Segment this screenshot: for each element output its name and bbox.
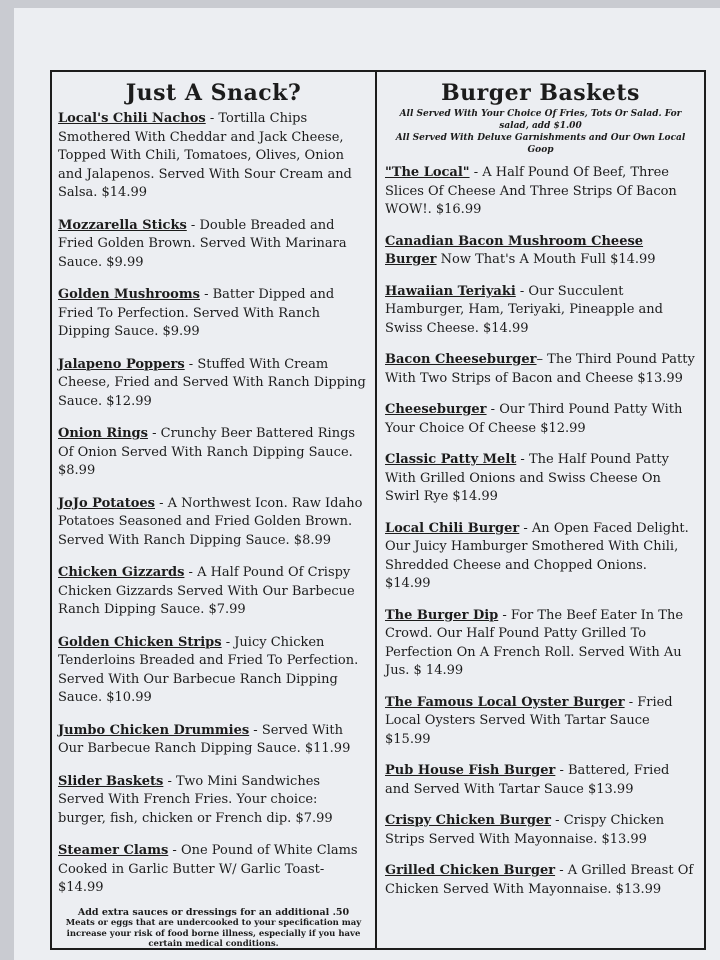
menu-item (58, 425, 369, 481)
menu-item (58, 356, 369, 412)
item-name: The Famous Local Oyster Burger (385, 694, 625, 710)
menu-item (385, 351, 696, 388)
item-desc: - Our Succulent Hamburger, Ham, Teriyaki, Pineapple and Swiss Cheese. $14.99 (385, 283, 663, 336)
menu-item (385, 451, 696, 507)
item-desc: - Juicy Chicken Tenderloins Breaded and Fried To Perfection. Served With Our Barbecue Ranch Dipping Sauce. $10.99 (58, 634, 359, 705)
menu-item (385, 283, 696, 339)
sides-note: All Served With Your Choice Of Fries, Tots Or Salad. For salad, add $1.00 (399, 109, 682, 131)
item-name: Slider Baskets (58, 773, 164, 789)
menu-item (385, 694, 696, 750)
burger-notes (385, 108, 696, 156)
item-name: JoJo Potatoes (58, 495, 155, 511)
item-name: The Burger Dip (385, 607, 499, 623)
item-desc: - Fried Local Oysters Served With Tartar Sauce $15.99 (385, 694, 673, 747)
item-name: Cheeseburger (385, 402, 487, 417)
menu-panel (50, 70, 706, 950)
item-name: Jumbo Chicken Drummies (58, 722, 250, 738)
item-desc: - Crispy Chicken Strips Served With Mayonnaise. $13.99 (385, 813, 665, 847)
item-name: Jalapeno Poppers (58, 356, 185, 372)
item-desc: - A Grilled Breast Of Chicken Served With Mayonnaise. $13.99 (385, 863, 694, 897)
menu-item (385, 762, 696, 799)
item-desc: - Served With Our Barbecue Ranch Dipping Sauce. $11.99 (58, 722, 351, 756)
menu-item (58, 110, 369, 203)
snack-footer (58, 908, 369, 949)
item-desc: - Tortilla Chips Smothered With Cheddar and Jack Cheese, Topped With Chili, Tomatoes, Olives, Onion and Jalapenos. Served With Sour Cream and Salsa. $14.99 (58, 111, 352, 200)
item-name: Steamer Clams (58, 843, 169, 858)
item-name: Pub House Fish Burger (385, 763, 556, 778)
menu-item (58, 773, 369, 829)
item-desc: - Battered, Fried and Served With Tartar Sauce $13.99 (385, 763, 670, 797)
item-name: Golden Chicken Strips (58, 634, 222, 650)
item-name: Local's Chili Nachos (58, 111, 206, 126)
menu-item (58, 495, 369, 551)
item-desc: - A Northwest Icon. Raw Idaho Potatoes Seasoned and Fried Golden Brown. Served With Ranch Dipping Sauce. $8.99 (58, 495, 363, 548)
food-safety-warning: Meats or eggs that are undercooked to your specification may increase your risk of food borne illness, especially if you have certain medical conditions. (65, 918, 362, 948)
item-desc: - For The Beef Eater In The Crowd. Our Half Pound Patty Grilled To Perfection On A French Roll. Served With Au Jus. $ 14.99 (385, 607, 684, 678)
item-desc: - Batter Dipped and Fried To Perfection. Served With Ranch Dipping Sauce. $9.99 (58, 287, 335, 339)
menu-item (58, 722, 369, 759)
item-name: Hawaiian Teriyaki (385, 283, 516, 299)
item-name: Mozzarella Sticks (58, 217, 187, 233)
item-desc: - Double Breaded and Fried Golden Brown. Served With Marinara Sauce. $9.99 (58, 217, 347, 270)
menu-item (58, 634, 369, 708)
extra-sauce-note: Add extra sauces or dressings for an additional .50 (77, 906, 350, 918)
menu-page (14, 8, 720, 960)
item-desc: - Crunchy Beer Battered Rings Of Onion Served With Ranch Dipping Sauce. $8.99 (58, 426, 356, 478)
item-name: Classic Patty Melt (385, 452, 517, 467)
menu-item (58, 842, 369, 898)
menu-item (58, 217, 369, 273)
item-name: "The Local" (385, 165, 470, 180)
item-desc: - A Half Pound Of Crispy Chicken Gizzards Served With Our Barbecue Ranch Dipping Sauce. $7.99 (58, 565, 355, 617)
menu-item (385, 520, 696, 594)
item-name: Chicken Gizzards (58, 565, 185, 580)
item-name: Local Chili Burger (385, 520, 520, 536)
item-desc: - One Pound of White Clams Cooked in Garlic Butter W/ Garlic Toast- $14.99 (58, 843, 358, 895)
item-name: Onion Rings (58, 426, 148, 441)
item-desc: – The Third Pound Patty With Two Strips of Bacon and Cheese $13.99 (385, 352, 695, 386)
burger-column (377, 72, 704, 948)
burger-title: Burger Baskets (441, 80, 640, 106)
menu-item (385, 164, 696, 220)
item-name: Grilled Chicken Burger (385, 863, 556, 878)
menu-item (385, 812, 696, 849)
menu-item (385, 607, 696, 681)
menu-item (385, 233, 696, 270)
item-desc: - An Open Faced Delight. Our Juicy Hamburger Smothered With Chili, Shredded Cheese and Chopped Onions. $14.99 (385, 520, 689, 591)
snack-title: Just A Snack? (125, 80, 302, 106)
item-name: Bacon Cheeseburger (385, 352, 537, 367)
menu-item (385, 862, 696, 899)
item-name: Golden Mushrooms (58, 287, 200, 302)
item-name: Canadian Bacon Mushroom Cheese Burger (385, 233, 644, 267)
item-desc: Now That's A Mouth Full $14.99 (436, 252, 656, 267)
item-name: Crispy Chicken Burger (385, 813, 552, 828)
item-desc: - Stuffed With Cream Cheese, Fried and Served With Ranch Dipping Sauce. $12.99 (58, 356, 366, 409)
menu-item (58, 286, 369, 342)
menu-item (385, 401, 696, 438)
item-desc: - Our Third Pound Patty With Your Choice Of Cheese $12.99 (385, 402, 683, 436)
item-desc: - The Half Pound Patty With Grilled Onions and Swiss Cheese On Swirl Rye $14.99 (385, 452, 669, 504)
item-desc: - A Half Pound Of Beef, Three Slices Of Cheese And Three Strips Of Bacon WOW!. $16.99 (385, 165, 677, 217)
menu-item (58, 564, 369, 620)
item-desc: - Two Mini Sandwiches Served With French Fries. Your choice: burger, fish, chicken or French dip. $7.99 (58, 773, 333, 826)
garnish-note: All Served With Deluxe Garnishments and Our Own Local Goop (395, 133, 686, 155)
snack-column (52, 72, 377, 948)
